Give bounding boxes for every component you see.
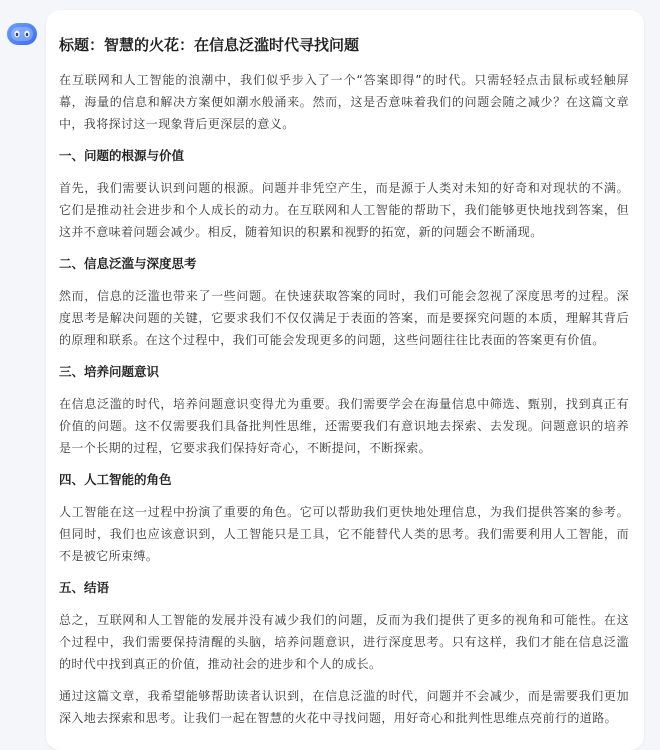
assistant-avatar — [5, 17, 39, 51]
section-body: 然而，信息的泛滥也带来了一些问题。在快速获取答案的同时，我们可能会忽视了深度思考的过程。深度思考是解决问题的关键，它要求我们不仅仅满足于表面的答案，而是要探究问题的本质，理解其背后的原理和联系。在这个过程中，我们可能会发现更多的问题，这些问题往往比表面的答案更有价值。 — [59, 289, 629, 347]
article-title: 标题：智慧的火花：在信息泛滥时代寻找问题 — [59, 36, 360, 54]
section-heading: 四、人工智能的角色 — [59, 472, 172, 487]
section-body: 在信息泛滥的时代，培养问题意识变得尤为重要。我们需要学会在海量信息中筛选、甄别，找到真正有价值的问题。这不仅需要我们具备批判性思维，还需要我们有意识地去探索、去发现。问题意识的培养是一个长期的过程，它要求我们保持好奇心，不断提问，不断探索。 — [59, 397, 629, 455]
section-body: 人工智能在这一过程中扮演了重要的角色。它可以帮助我们更快地处理信息，为我们提供答案的参考。但同时，我们也应该意识到，人工智能只是工具，它不能替代人类的思考。我们需要利用人工智能，而不是被它所束缚。 — [59, 505, 629, 563]
robot-assistant-icon — [5, 17, 39, 51]
section-heading: 五、结语 — [59, 580, 110, 595]
section-body: 总之，互联网和人工智能的发展并没有减少我们的问题，反而为我们提供了更多的视角和可能性。在这个过程中，我们需要保持清醒的头脑，培养问题意识，进行深度思考。只有这样，我们才能在信息泛滥的时代中找到真正的价值，推动社会的进步和个人的成长。 — [59, 613, 629, 671]
section-body: 首先，我们需要认识到问题的根源。问题并非凭空产生，而是源于人类对未知的好奇和对现状的不满。它们是推动社会进步和个人成长的动力。在互联网和人工智能的帮助下，我们能够更快地找到答案，但这并不意味着问题会减少。相反，随着知识的积累和视野的拓宽，新的问题会不断涌现。 — [59, 181, 629, 239]
article-intro: 在互联网和人工智能的浪潮中，我们似乎步入了一个“答案即得”的时代。只需轻轻点击鼠标或轻触屏幕，海量的信息和解决方案便如潮水般涌来。然而，这是否意味着我们的问题会随之减少？在这篇文章中，我将探讨这一现象背后更深层的意义。 — [59, 73, 629, 131]
section-heading: 三、培养问题意识 — [59, 364, 160, 379]
section-heading: 一、问题的根源与价值 — [59, 148, 185, 163]
section-heading: 二、信息泛滥与深度思考 — [59, 256, 197, 271]
assistant-message-bubble — [46, 10, 644, 750]
article-closing: 通过这篇文章，我希望能够帮助读者认识到，在信息泛滥的时代，问题并不会减少，而是需要我们更加深入地去探索和思考。让我们一起在智慧的火花中寻找问题，用好奇心和批判性思维点亮前行的道路。 — [59, 689, 629, 725]
